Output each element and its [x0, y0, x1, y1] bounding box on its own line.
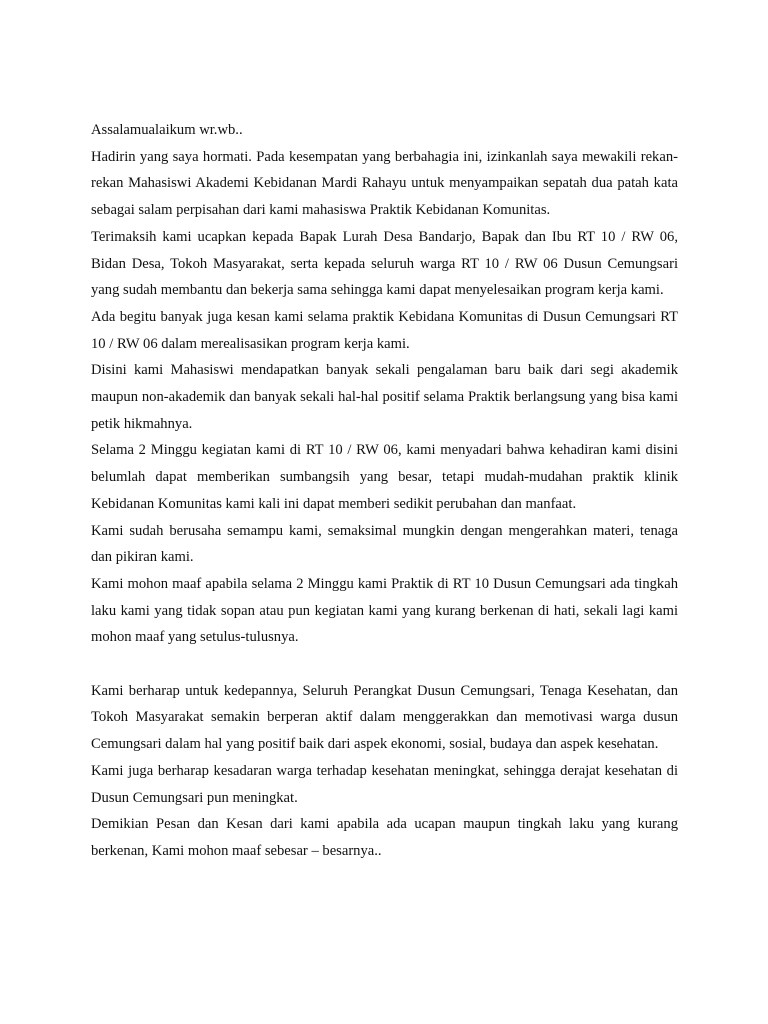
paragraph-spacer — [91, 651, 678, 678]
paragraph-hope: Kami berharap untuk kedepannya, Seluruh Perangkat Dusun Cemungsari, Tenaga Kesehatan, dan Tokoh Masyarakat semakin berperan aktif dalam menggerakkan dan memotivasi warga dusun Cemungsari dalam hal yang positif baik dari aspek ekonomi, sosial, budaya dan aspek kesehatan. — [91, 682, 678, 753]
paragraph-effort: Kami sudah berusaha semampu kami, semaksimal mungkin dengan mengerahkan materi, tenaga dan pikiran kami. — [91, 522, 678, 566]
paragraph-thanks: Terimaksih kami ucapkan kepada Bapak Lurah Desa Bandarjo, Bapak dan Ibu RT 10 / RW 06, Bidan Desa, Tokoh Masyarakat, serta kepada seluruh warga RT 10 / RW 06 Dusun Cemungsari yang sudah membantu dan bekerja sama sehingga kami dapat menyelesaikan program kerja kami. — [91, 228, 678, 299]
paragraph-contribution: Selama 2 Minggu kegiatan kami di RT 10 / RW 06, kami menyadari bahwa kehadiran kami disini belumlah dapat memberikan sumbangsih yang besar, tetapi mudah-mudahan praktik klinik Kebidanan Komunitas kami kali ini dapat memberi sedikit perubahan dan manfaat. — [91, 442, 678, 512]
paragraph-experience: Disini kami Mahasiswi mendapatkan banyak sekali pengalaman baru baik dari segi akademik maupun non-akademik dan banyak sekali hal-hal positif selama Praktik berlangsung yang bisa kami petik hikmahnya. — [91, 362, 678, 432]
document-page — [91, 117, 678, 865]
greeting: Assalamualaikum wr.wb.. — [91, 122, 243, 138]
paragraph-health-awareness: Kami juga berharap kesadaran warga terhadap kesehatan meningkat, sehingga derajat kesehatan di Dusun Cemungsari pun meningkat. — [91, 762, 678, 806]
paragraph-opening: Hadirin yang saya hormati. Pada kesempatan yang berbahagia ini, izinkanlah saya mewakili rekan-rekan Mahasiswi Akademi Kebidanan Mardi Rahayu untuk menyampaikan sepatah dua patah kata sebagai salam perpisahan dari kami mahasiswa Praktik Kebidanan Komunitas. — [91, 148, 678, 219]
paragraph-impressions: Ada begitu banyak juga kesan kami selama praktik Kebidana Komunitas di Dusun Cemungsari RT 10 / RW 06 dalam merealisasikan program kerja kami. — [91, 308, 678, 352]
paragraph-closing: Demikian Pesan dan Kesan dari kami apabila ada ucapan maupun tingkah laku yang kurang berkenan, Kami mohon maaf sebesar – besarnya.. — [91, 816, 678, 859]
paragraph-apology: Kami mohon maaf apabila selama 2 Minggu kami Praktik di RT 10 Dusun Cemungsari ada tingkah laku kami yang tidak sopan atau pun kegiatan kami yang kurang berkenan di hati, sekali lagi kami mohon maaf yang setulus-tulusnya. — [91, 575, 678, 646]
